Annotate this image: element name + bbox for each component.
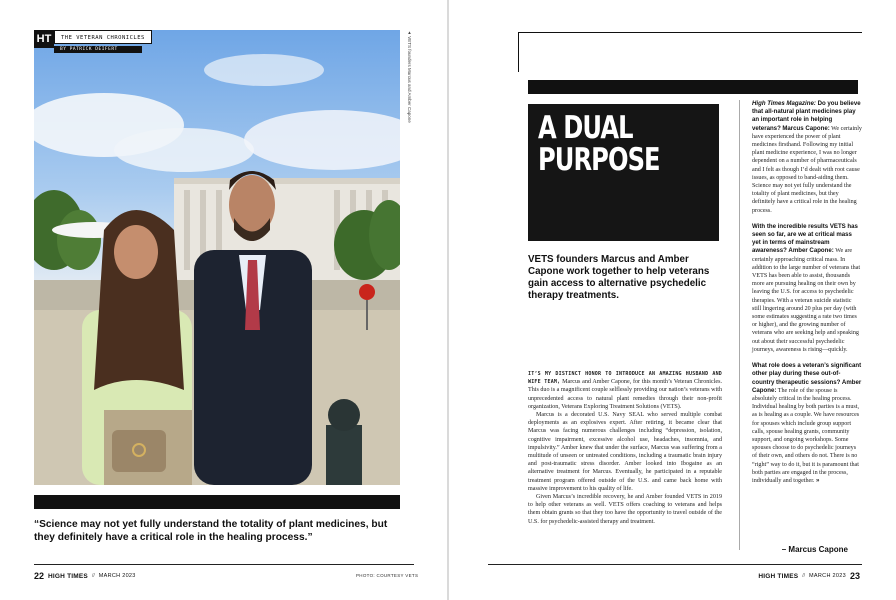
question-text: Do you believe that all-natural plant medicines play an important role in helping veterans? bbox=[752, 100, 861, 132]
answer-speaker: Amber Capone: bbox=[752, 378, 862, 394]
body-paragraph-2: Marcus is a decorated U.S. Navy SEAL who served multiple combat deployments as an explosives expert. After retiring, it became clear that Marcus was facing numerous challenges including “depression, isolation, cognitive impairment, excessive alcohol use, headaches, insomnia, and impulsivity.” Amber knew that under the surface, Marcus was suffering from a multitude of unseen or untreated conditions, including a traumatic brain injury and post-traumatic stress disorder. Amber looked into Ibogaine as an alternative treatment for Marcus. Eventually, he participated in a reputable treatment program offered outside of the U.S. and came back home with massive improvement to his quality of life. bbox=[528, 412, 722, 492]
interview-item bbox=[752, 100, 862, 215]
question-source: High Times Magazine: bbox=[752, 100, 816, 107]
answer-speaker: Marcus Capone: bbox=[782, 124, 830, 132]
answer-text: We are certainly approaching critical mass. In addition to the large number of veterans that VETS has been able to assist, thousands more are pursuing healing on their own by leaving the U.S. for access to psychedelic therapies. With a veteran suicide statistic still lingering around 20 plus per day (with some estimates suggesting a rate two times or higher), and the growing number of veterans who are seeking help and speaking out about their successful psychedelic journeys, awareness is rising—quickly. bbox=[752, 248, 861, 353]
folio-left bbox=[34, 571, 136, 581]
quote-bar bbox=[34, 495, 400, 509]
issue-date-left: MARCH 2023 bbox=[98, 573, 136, 579]
body-paragraph-1 bbox=[528, 370, 722, 411]
body-p1-text: Marcus and Amber Capone, for this month’s Veteran Chronicles. This duo is a magnificent couple selflessly providing our nation’s veterans with unprecedented access to natural plant remedies through their non-profit organization, Veterans Exploring Treatment Solutions (VETS). bbox=[528, 379, 722, 410]
spine-gutter bbox=[447, 0, 449, 600]
headline-line1: A DUAL bbox=[538, 110, 633, 146]
footer-rule-right bbox=[488, 564, 862, 565]
interview-item bbox=[752, 362, 862, 485]
magazine-name-left: HIGH TIMES bbox=[48, 572, 88, 580]
pull-quote-attribution: – Marcus Capone bbox=[781, 545, 848, 554]
photo-caption: ▲ VETS founders Marcus and Amber Capone bbox=[407, 30, 412, 123]
photo-credit: PHOTO: COURTESY VETS bbox=[356, 573, 419, 578]
magazine-name-right: HIGH TIMES bbox=[758, 572, 799, 580]
interview-item bbox=[752, 223, 862, 354]
interview-question: With the incredible results VETS has seen so far, are we at critical mass yet in terms of mainstream awareness? bbox=[752, 222, 858, 255]
header-bar bbox=[528, 80, 858, 94]
series-badge bbox=[34, 30, 152, 53]
answer-text: The role of the spouse is absolutely critical in the healing process. Individual healing by both parties is a must, as is healing as a couple. We have resources for spouses which include group support calls, spouse healing grants, community support, and ongoing workshops. Some spouses choose to do psychedelic journeys of their own, and others do not. There is no “right” way to do it, but it is paramount that both parties are engaged in the process, individually and together. bbox=[752, 387, 860, 484]
interview-column bbox=[752, 100, 862, 493]
cover-photo bbox=[34, 30, 400, 485]
body-paragraph-3: Given Marcus’s incredible recovery, he and Amber founded VETS in 2019 to help other veterans as well. VETS offers coaching to veterans and helps them obtain grants so that they too have the opportunity to travel outside of the U.S. for psychedelic-assisted therapy and treatment. bbox=[528, 494, 722, 525]
top-rule-vertical bbox=[518, 32, 519, 72]
body-column-1 bbox=[528, 370, 722, 526]
answer-speaker: Amber Capone: bbox=[788, 247, 834, 255]
series-title: THE VETERAN CHRONICLES bbox=[54, 30, 152, 44]
pull-quote: “Science may not yet fully understand the totality of plant medicines, but they definitely have a critical role in the healing process.” bbox=[34, 519, 388, 543]
continue-arrow-icon: » bbox=[815, 476, 820, 484]
folio-right bbox=[758, 571, 860, 581]
interview-question: What role does a veteran’s significant other play during these out-of-country therapeutic sessions? bbox=[752, 362, 862, 386]
lead-in: IT’S MY DISTINCT HONOR TO INTRODUCE AN AMAZING HUSBAND AND WIFE TEAM, bbox=[528, 371, 722, 386]
page-number-left: 22 bbox=[34, 571, 45, 581]
top-rule bbox=[518, 32, 862, 33]
answer-text: We certainly have experienced the power of plant medicines firsthand. Following my initial plant medicine experience, I was no longer dependent on a number of pharmaceuticals and I felt as though I’d dealt with root cause issues, as opposed to band-aiding them. Science may not yet fully understand the totality of plant medicines, but they definitely have a critical role in the healing process. bbox=[752, 125, 862, 214]
footer-rule-left bbox=[34, 564, 414, 565]
deck: VETS founders Marcus and Amber Capone work together to help veterans gain access to alternative psychedelic therapy treatments. bbox=[528, 254, 710, 301]
page-number-right: 23 bbox=[849, 571, 860, 581]
headline-line2: PURPOSE bbox=[538, 142, 660, 178]
column-divider bbox=[739, 100, 740, 550]
headline bbox=[528, 104, 719, 241]
byline: BY PATRICK DEIFERT bbox=[54, 46, 142, 53]
folio-separator-left: // bbox=[91, 573, 95, 579]
folio-separator-right: // bbox=[802, 573, 806, 579]
photo-illustration bbox=[34, 30, 400, 485]
issue-date-right: MARCH 2023 bbox=[809, 573, 846, 579]
ht-logo: HT bbox=[34, 30, 54, 48]
